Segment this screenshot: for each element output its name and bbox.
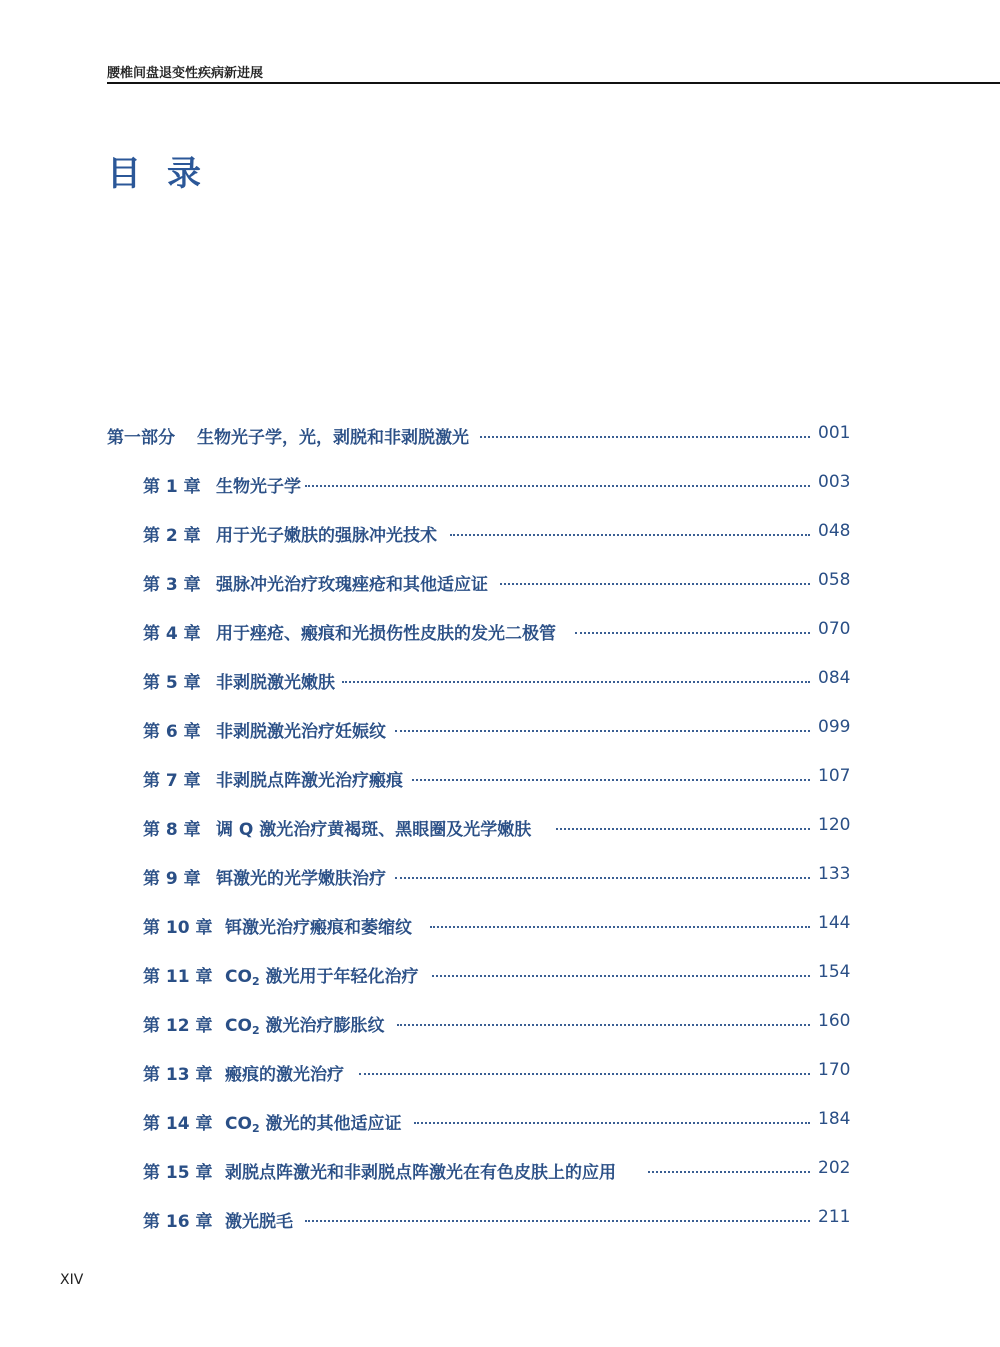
toc-entry-text: 非剥脱激光嫩肤 (216, 668, 339, 693)
formula-co: CO (225, 1016, 252, 1036)
toc-entry-page: 070 (818, 619, 851, 639)
toc-entry-label: 第 2 章 (143, 526, 201, 546)
toc-entry-label: 第 3 章 (143, 575, 201, 595)
toc-entry-text: 生物光子学 (216, 472, 305, 497)
toc-entry-label: 第 6 章 (143, 722, 201, 742)
toc-entry-text-rest: 激光用于年轻化治疗 (265, 967, 419, 987)
formula-co: CO (225, 1114, 252, 1134)
toc-entry-chapter-2[interactable] (0, 519, 1000, 547)
toc-entry-label: 第 10 章 (143, 918, 213, 938)
toc-entry-page: 120 (818, 815, 851, 835)
leader-dots (430, 926, 810, 928)
toc-title: 目录 (107, 154, 227, 194)
toc-entry-part-1[interactable] (0, 421, 1000, 449)
formula-subscript: 2 (251, 1024, 260, 1037)
toc-entry-page: 184 (818, 1109, 851, 1129)
toc-entry-label: 第 8 章 (143, 820, 201, 840)
toc-entry-label: 第 5 章 (143, 673, 201, 693)
toc-entry-page: 099 (818, 717, 851, 737)
toc-entry-label: 第 14 章 (143, 1114, 213, 1134)
header-rule (107, 82, 1000, 84)
leader-dots (359, 1073, 810, 1075)
formula-subscript: 2 (251, 975, 260, 988)
toc-entry-chapter-10[interactable] (0, 911, 1000, 939)
toc-entry-text (225, 1109, 406, 1135)
leader-dots (480, 436, 810, 438)
leader-dots (342, 681, 810, 683)
leader-dots (432, 975, 810, 977)
toc-entry-chapter-12[interactable] (0, 1009, 1000, 1037)
toc-entry-page: 058 (818, 570, 851, 590)
toc-entry-chapter-5[interactable] (0, 666, 1000, 694)
leader-dots (556, 828, 810, 830)
page-number: XIV (60, 1272, 84, 1288)
leader-dots (648, 1171, 810, 1173)
toc-entry-text: 非剥脱点阵激光治疗瘢痕 (216, 766, 407, 791)
toc-entry-label: 第 15 章 (143, 1163, 213, 1183)
toc-entry-page: 144 (818, 913, 851, 933)
toc-entry-text (225, 1011, 389, 1037)
toc-entry-chapter-8[interactable] (0, 813, 1000, 841)
toc-entry-page: 048 (818, 521, 851, 541)
toc-entry-page: 211 (818, 1207, 851, 1227)
toc-entry-text-rest: 激光治疗膨胀纹 (265, 1016, 385, 1036)
toc-entry-text: 用于光子嫩肤的强脉冲光技术 (216, 521, 441, 546)
leader-dots (414, 1122, 810, 1124)
leader-dots (412, 779, 810, 781)
toc-entry-page: 133 (818, 864, 851, 884)
toc-entry-chapter-13[interactable] (0, 1058, 1000, 1086)
toc-entry-label: 第一部分 (107, 428, 175, 448)
toc-entry-label: 第 9 章 (143, 869, 201, 889)
toc-entry-text-rest: 激光的其他适应证 (265, 1114, 402, 1134)
formula-subscript: 2 (251, 1122, 260, 1135)
toc-entry-page: 202 (818, 1158, 851, 1178)
toc-entry-chapter-16[interactable] (0, 1205, 1000, 1233)
leader-dots (397, 1024, 810, 1026)
toc-entry-page: 003 (818, 472, 851, 492)
leader-dots (575, 632, 810, 634)
leader-dots (450, 534, 810, 536)
toc-entry-page: 160 (818, 1011, 851, 1031)
toc-entry-text: 瘢痕的激光治疗 (225, 1060, 348, 1085)
formula-co: CO (225, 967, 252, 987)
toc-entry-text: 强脉冲光治疗玫瑰痤疮和其他适应证 (216, 570, 492, 595)
toc-entry-page: 107 (818, 766, 851, 786)
toc-entry-text: 生物光子学，光，剥脱和非剥脱激光 (197, 423, 473, 448)
leader-dots (305, 485, 810, 487)
toc-entry-chapter-14[interactable] (0, 1107, 1000, 1135)
toc-entry-page: 170 (818, 1060, 851, 1080)
toc-entry-text: 激光脱毛 (225, 1207, 297, 1232)
toc-entry-chapter-7[interactable] (0, 764, 1000, 792)
toc-entry-chapter-15[interactable] (0, 1156, 1000, 1184)
toc-entry-text (225, 962, 423, 988)
toc-entry-page: 001 (818, 423, 851, 443)
toc-entry-text: 剥脱点阵激光和非剥脱点阵激光在有色皮肤上的应用 (225, 1158, 620, 1183)
leader-dots (305, 1220, 810, 1222)
toc-entry-chapter-11[interactable] (0, 960, 1000, 988)
toc-entry-chapter-3[interactable] (0, 568, 1000, 596)
leader-dots (500, 583, 810, 585)
running-header: 腰椎间盘退变性疾病新进展 (107, 66, 264, 81)
leader-dots (395, 730, 810, 732)
toc-entry-label: 第 11 章 (143, 967, 213, 987)
toc-entry-page: 084 (818, 668, 851, 688)
toc-entry-chapter-4[interactable] (0, 617, 1000, 645)
toc-entry-label: 第 13 章 (143, 1065, 213, 1085)
toc-entry-text: 用于痤疮、瘢痕和光损伤性皮肤的发光二极管 (216, 619, 560, 644)
toc-entry-text: 铒激光治疗瘢痕和萎缩纹 (225, 913, 416, 938)
toc-entry-chapter-1[interactable] (0, 470, 1000, 498)
toc-entry-label: 第 4 章 (143, 624, 201, 644)
toc-entry-text: 铒激光的光学嫩肤治疗 (216, 864, 390, 889)
toc-entry-page: 154 (818, 962, 851, 982)
toc-entry-label: 第 12 章 (143, 1016, 213, 1036)
toc-entry-label: 第 7 章 (143, 771, 201, 791)
toc-entry-text: 调 Q 激光治疗黄褐斑、黑眼圈及光学嫩肤 (216, 815, 535, 840)
toc-entry-chapter-6[interactable] (0, 715, 1000, 743)
toc-entry-chapter-9[interactable] (0, 862, 1000, 890)
toc-entry-label: 第 1 章 (143, 477, 201, 497)
toc-entry-text: 非剥脱激光治疗妊娠纹 (216, 717, 390, 742)
leader-dots (395, 877, 810, 879)
toc-entry-label: 第 16 章 (143, 1212, 213, 1232)
